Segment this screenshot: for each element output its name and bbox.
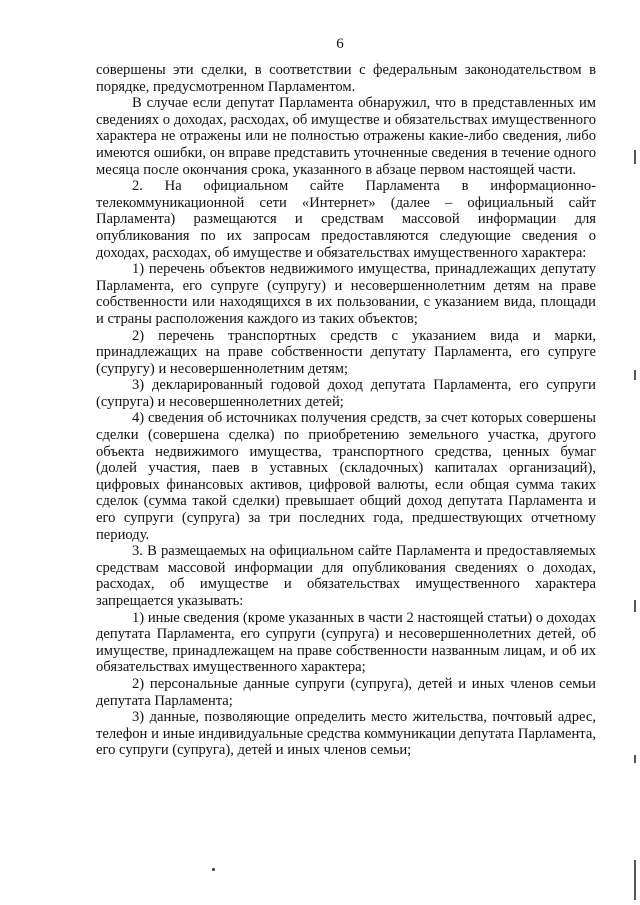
- scan-edge-mark: [634, 860, 636, 900]
- paragraph: 3. В размещаемых на официальном сайте Парламента и предоставляемых средствам массовой информации для опубликования сведениях о доходах, расходах, об имуществе и обязательствах имущественного характера запрещается указывать:: [96, 543, 596, 609]
- paragraph: 2) перечень транспортных средств с указанием вида и марки, принадлежащих на праве собственности депутату Парламента, его супруге (супругу) и несовершеннолетним детям;: [96, 327, 596, 377]
- paragraph: 2) персональные данные супруги (супруга), детей и иных членов семьи депутата Парламента;: [96, 675, 596, 709]
- paragraph: В случае если депутат Парламента обнаружил, что в представленных им сведениях о доходах, расходах, об имуществе и обязательствах имущественного характера не отражены или не полностью отражены какие-либо сведения, либо имеются ошибки, он вправе представить уточненные сведения в течение одного месяца после окончания срока, указанного в абзаце первом настоящей части.: [96, 95, 596, 178]
- paragraph: совершены эти сделки, в соответствии с федеральным законодательством в порядке, предусмотренном Парламентом.: [96, 62, 596, 95]
- text-body: [96, 62, 596, 759]
- paragraph: 1) перечень объектов недвижимого имущества, принадлежащих депутату Парламента, его супруге (супругу) и несовершеннолетним детям на праве собственности или находящихся в их пользовании, с указанием вида, площади и страны расположения каждого из таких объектов;: [96, 261, 596, 327]
- paragraph: 4) сведения об источниках получения средств, за счет которых совершены сделки (совершена сделка) по приобретению земельного участка, другого объекта недвижимого имущества, транспортного средства, ценных бумаг (долей участия, паев в уставных (складочных) капиталах организаций), цифровых финансовых активов, цифровой валюты, если общая сумма таких сделок (сумма такой сделки) превышает общий доход депутата Парламента и его супруги (супруга) за три последних года, предшествующих отчетному периоду.: [96, 410, 596, 543]
- scan-edge-mark: [634, 600, 636, 612]
- paragraph: 3) данные, позволяющие определить место жительства, почтовый адрес, телефон и иные индивидуальные средства коммуникации депутата Парламента, его супруги (супруга), детей и иных членов семьи;: [96, 709, 596, 759]
- scan-edge-mark: [634, 370, 636, 380]
- paragraph: 3) декларированный годовой доход депутата Парламента, его супруги (супруга) и несовершеннолетних детей;: [96, 377, 596, 410]
- paragraph: 2. На официальном сайте Парламента в информационно-телекоммуникационной сети «Интернет» (далее – официальный сайт Парламента) размещаются и средствам массовой информации для опубликования по их запросам предоставляются следующие сведения о доходах, расходах, об имуществе и обязательствах имущественного характера:: [96, 178, 596, 261]
- scan-speck: [212, 868, 215, 871]
- page-number: 6: [336, 36, 344, 52]
- paragraph: 1) иные сведения (кроме указанных в части 2 настоящей статьи) о доходах депутата Парламента, его супруги (супруга) и несовершеннолетних детей, об имуществе, принадлежащем на праве собственности названным лицам, и об их обязательствах имущественного характера;: [96, 609, 596, 676]
- scan-edge-mark: [634, 755, 636, 763]
- scan-edge-mark: [634, 150, 636, 164]
